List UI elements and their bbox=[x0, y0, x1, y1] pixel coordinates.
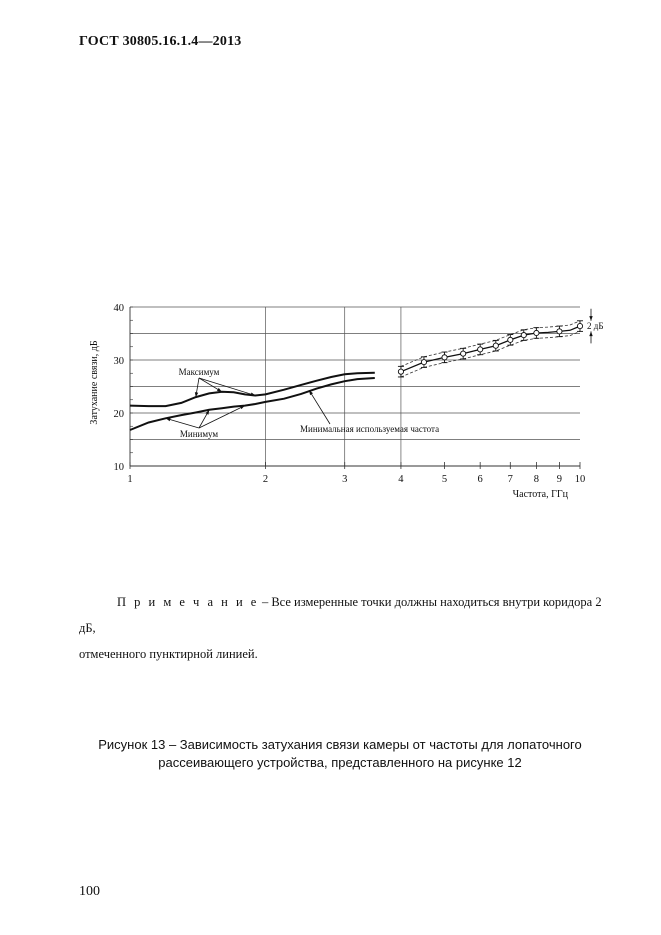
document-header: ГОСТ 30805.16.1.4—2013 bbox=[79, 34, 242, 49]
x-tick-label: 5 bbox=[441, 474, 448, 485]
marker-circle bbox=[493, 343, 498, 348]
x-tick-label: 9 bbox=[556, 474, 563, 485]
series-lower bbox=[130, 378, 375, 430]
data-point bbox=[507, 335, 513, 346]
marker-circle bbox=[421, 360, 426, 365]
x-tick-label: 4 bbox=[398, 474, 404, 485]
data-point bbox=[577, 321, 583, 332]
data-point bbox=[460, 348, 466, 359]
caption-line-2: рассеивающего устройства, представленного на рисунке 12 bbox=[158, 755, 522, 770]
note-text-2: отмеченного пунктирной линией. bbox=[79, 647, 258, 661]
x-tick-label: 1 bbox=[127, 474, 133, 485]
arrow-corridor-top-head bbox=[589, 316, 592, 321]
marker-circle bbox=[442, 355, 447, 360]
marker-circle bbox=[478, 347, 483, 352]
note-text-1: – Все измеренные точки должны находиться внутри коридора 2 дБ, bbox=[79, 595, 602, 635]
caption-line-1: Рисунок 13 – Зависимость затухания связи камеры от частоты для лопаточного bbox=[98, 737, 582, 752]
x-tick-label: 8 bbox=[533, 474, 540, 485]
x-axis-label: Частота, ГГц bbox=[512, 489, 568, 500]
marker-circle bbox=[521, 332, 526, 337]
y-tick-label: 20 bbox=[113, 409, 124, 420]
x-tick-label: 7 bbox=[507, 474, 513, 485]
arrow-minimum bbox=[166, 418, 199, 428]
arrow-minimum-head bbox=[166, 418, 171, 421]
marker-circle bbox=[398, 369, 403, 374]
annotation-corridor: 2 дБ bbox=[587, 321, 604, 332]
marker-circle bbox=[534, 330, 539, 335]
note bbox=[79, 589, 619, 667]
data-point bbox=[556, 326, 562, 337]
series-corridor-lower bbox=[401, 331, 580, 377]
data-point bbox=[442, 352, 448, 363]
figure-caption bbox=[70, 736, 610, 772]
x-tick-label: 2 bbox=[262, 474, 269, 485]
annotation-maximum: Максимум bbox=[178, 367, 220, 377]
marker-circle bbox=[577, 323, 582, 328]
arrow-maximum-head bbox=[217, 388, 222, 392]
data-point bbox=[477, 344, 483, 355]
data-point bbox=[421, 357, 427, 368]
arrow-minimum-head bbox=[240, 406, 245, 410]
x-tick-label: 10 bbox=[574, 474, 586, 485]
page-number: 100 bbox=[79, 884, 100, 899]
chart-annotations bbox=[166, 309, 604, 439]
annotation-min-frequency: Минимальная используемая частота bbox=[300, 424, 440, 434]
series-measured bbox=[401, 326, 580, 372]
x-tick-label: 6 bbox=[477, 474, 483, 485]
data-point bbox=[533, 328, 539, 339]
chart-markers bbox=[398, 321, 583, 377]
annotation-minimum: Минимум bbox=[179, 429, 219, 439]
arrow-corridor-bottom-head bbox=[589, 331, 592, 336]
arrow-maximum-head bbox=[250, 392, 255, 395]
data-point bbox=[398, 366, 404, 377]
marker-circle bbox=[461, 351, 466, 356]
marker-circle bbox=[508, 337, 513, 342]
y-axis-label: Затухание связи, дБ bbox=[89, 340, 100, 425]
series-upper bbox=[130, 373, 375, 406]
y-tick-label: 30 bbox=[113, 356, 124, 367]
chart-labels bbox=[89, 303, 585, 500]
data-point bbox=[521, 330, 527, 341]
arrow-min-frequency bbox=[309, 390, 330, 424]
marker-circle bbox=[557, 329, 562, 334]
note-label: П р и м е ч а н и е bbox=[117, 595, 259, 609]
x-tick-label: 3 bbox=[342, 474, 348, 485]
series-corridor-upper bbox=[401, 321, 580, 367]
y-tick-label: 10 bbox=[113, 462, 124, 473]
data-point bbox=[493, 340, 499, 351]
y-tick-label: 40 bbox=[113, 303, 124, 314]
